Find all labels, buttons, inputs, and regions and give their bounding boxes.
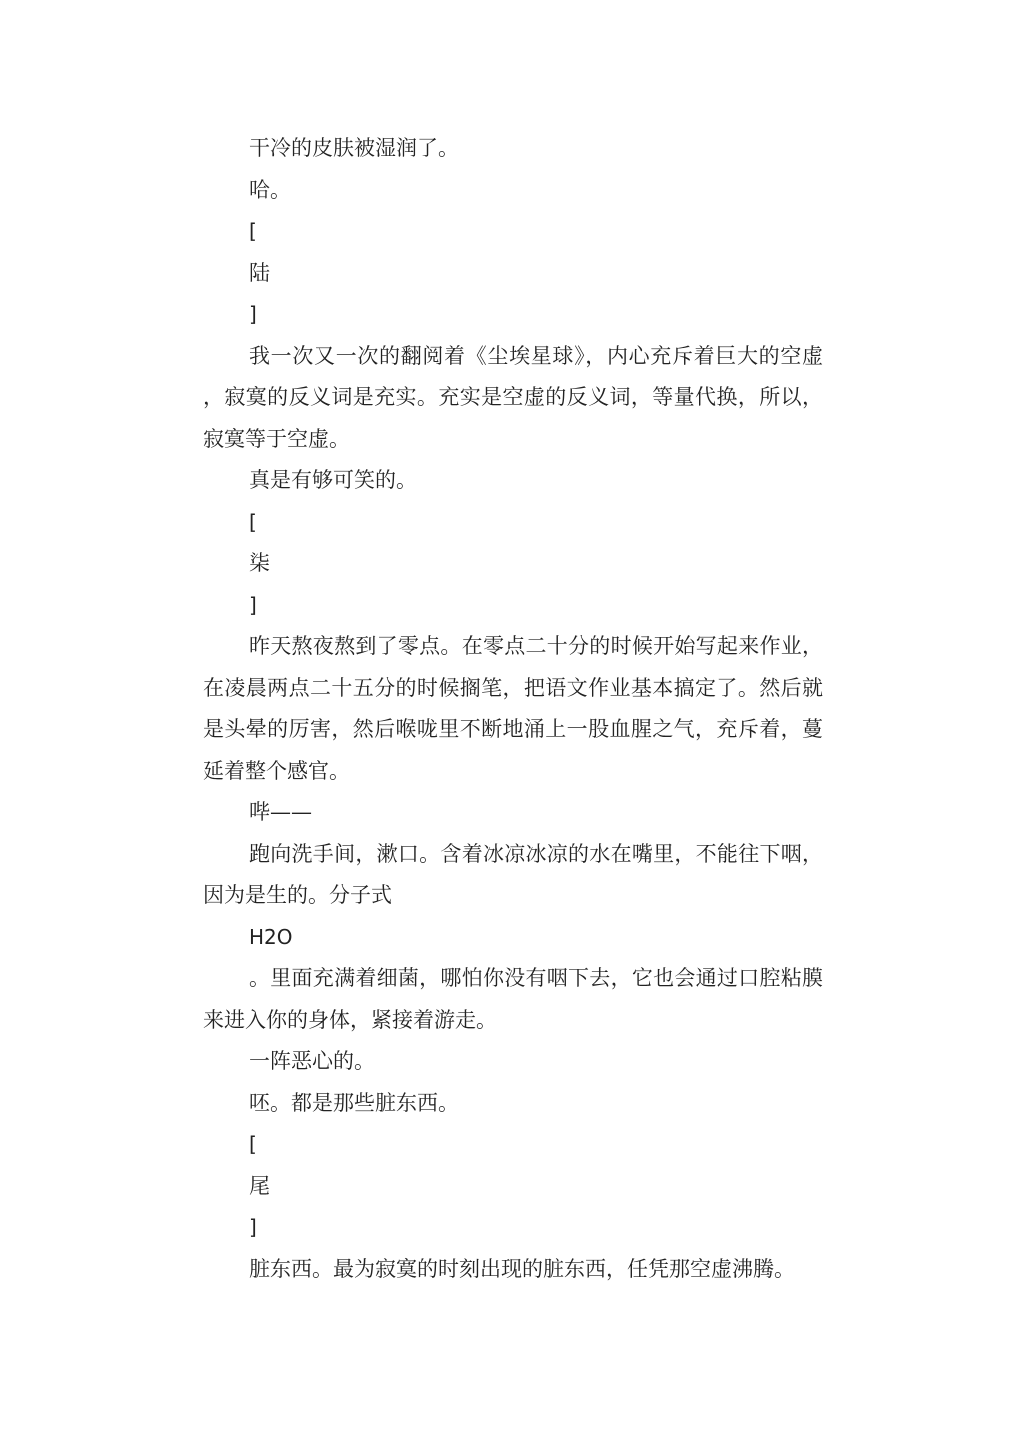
section-bracket-open: [	[249, 1132, 257, 1156]
paragraph: 脏东西。最为寂寞的时刻出现的脏东西，任凭那空虚沸腾。	[249, 1256, 795, 1281]
section-title: 陆	[249, 260, 270, 285]
section-bracket-close: ]	[249, 592, 257, 617]
paragraph: 。里面充满着细菌，哪怕你没有咽下去，它也会通过口腔粘膜来进入你的身体，紧接着游走。	[203, 966, 823, 1032]
section-title: 柒	[249, 551, 270, 575]
section-title: 尾	[249, 1173, 270, 1198]
section-bracket-open: [	[249, 509, 257, 534]
document-body	[203, 128, 823, 1290]
formula-text: H2O	[249, 924, 293, 949]
paragraph: 我一次又一次的翻阅着《尘埃星球》，内心充斥着巨大的空虚，寂寞的反义词是充实。充实是空虚的反义词，等量代换，所以，寂寞等于空虚。	[203, 343, 823, 451]
section-bracket-open: [	[249, 219, 257, 243]
paragraph: 跑向洗手间，漱口。含着冰凉冰凉的水在嘴里，不能往下咽，因为是生的。分子式	[203, 841, 823, 907]
paragraph: 真是有够可笑的。	[249, 468, 417, 492]
paragraph: 干冷的皮肤被湿润了。	[249, 136, 459, 160]
section-bracket-close: ]	[249, 302, 257, 326]
paragraph: 哔——	[249, 800, 312, 824]
section-bracket-close: ]	[249, 1215, 257, 1239]
paragraph: 哈。	[249, 177, 291, 202]
paragraph: 呸。都是那些脏东西。	[249, 1090, 459, 1115]
paragraph: 昨天熬夜熬到了零点。在零点二十分的时候开始写起来作业，在凌晨两点二十五分的时候搁笔，把语文作业基本搞定了。然后就是头晕的厉害，然后喉咙里不断地涌上一股血腥之气，充斥着，蔓延着整个感官。	[203, 634, 823, 783]
paragraph: 一阵恶心的。	[249, 1049, 375, 1073]
